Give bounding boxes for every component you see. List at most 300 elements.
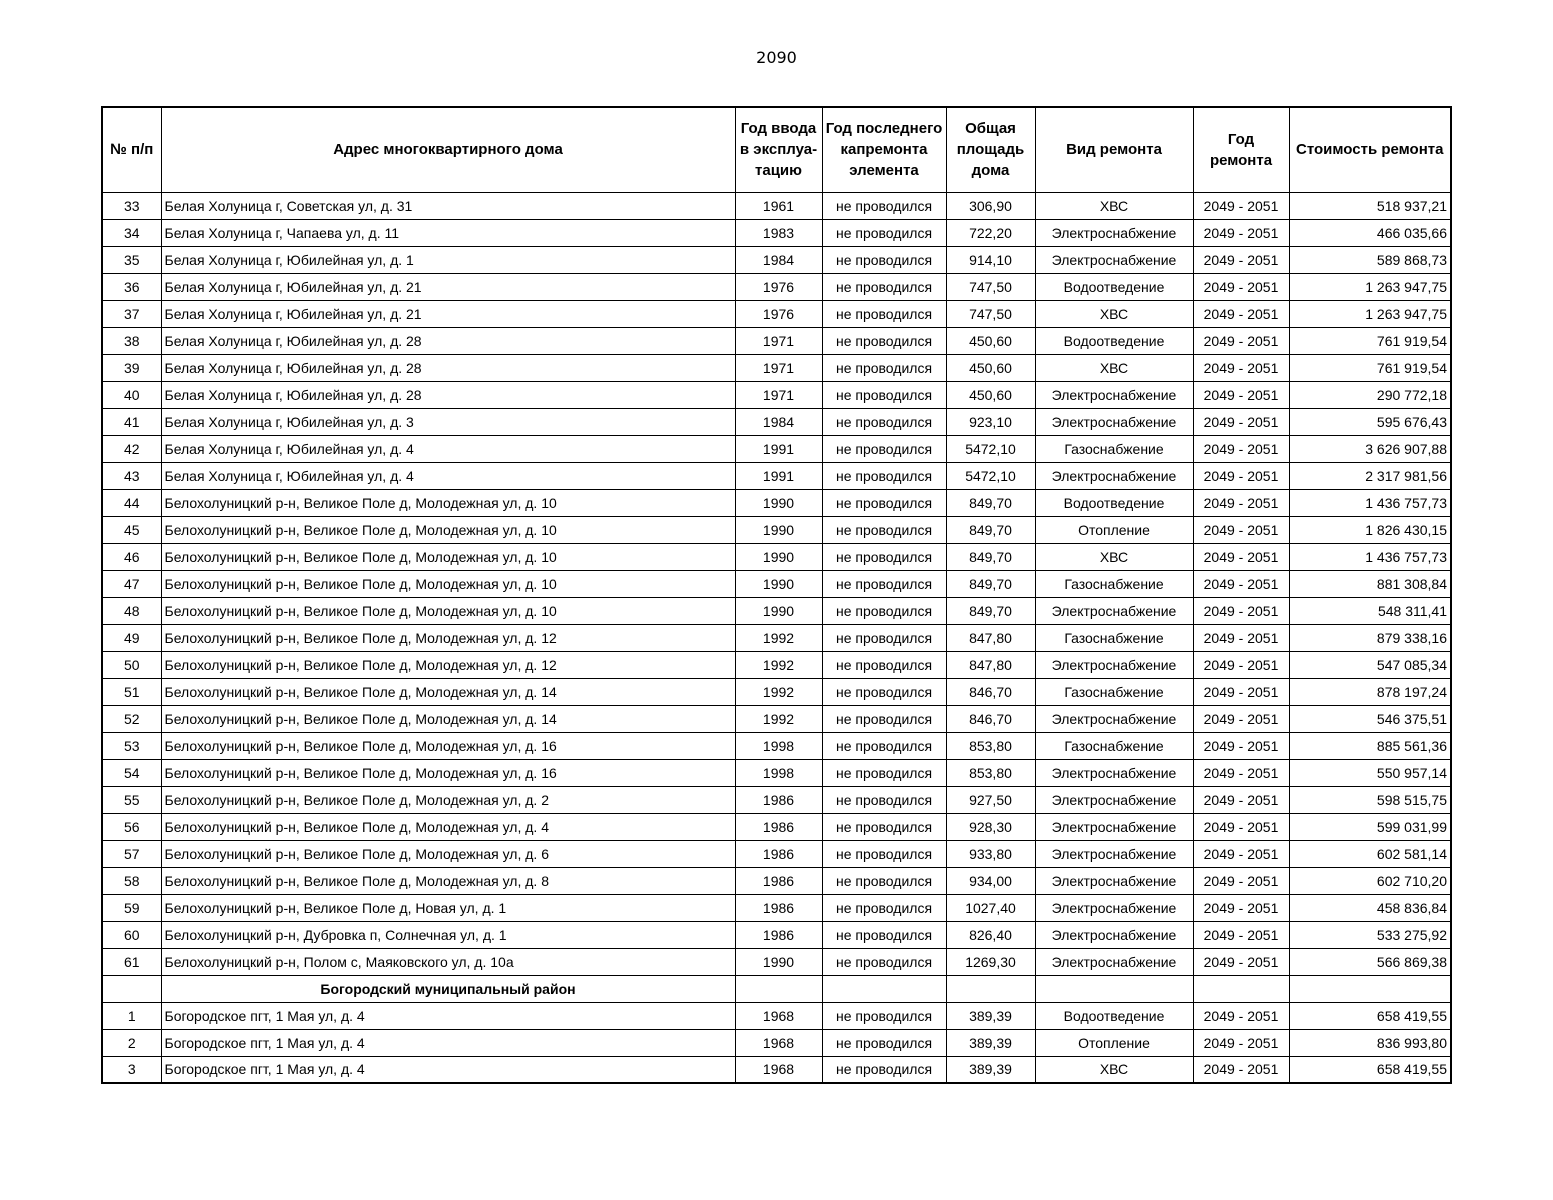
cell-address: Белая Холуница г, Юбилейная ул, д. 4	[161, 435, 735, 462]
cell-repair-type: ХВС	[1035, 300, 1193, 327]
cell-repair-year: 2049 - 2051	[1193, 921, 1289, 948]
table-row	[102, 624, 1451, 651]
table-row	[102, 1056, 1451, 1083]
cell-year-built: 1986	[735, 921, 822, 948]
cell-last-repair: не проводился	[822, 543, 946, 570]
cell-area: 450,60	[946, 381, 1035, 408]
cell-last-repair: не проводился	[822, 570, 946, 597]
cell-cost: 458 836,84	[1289, 894, 1451, 921]
cell-last-repair: не проводился	[822, 435, 946, 462]
cell-repair-type: Газоснабжение	[1035, 435, 1193, 462]
cell-cost: 1 436 757,73	[1289, 543, 1451, 570]
cell-last-repair: не проводился	[822, 786, 946, 813]
cell-repair-type: Водоотведение	[1035, 489, 1193, 516]
cell-address: Белохолуницкий р-н, Дубровка п, Солнечная ул, д. 1	[161, 921, 735, 948]
cell-area: 846,70	[946, 705, 1035, 732]
cell-area: 450,60	[946, 327, 1035, 354]
cell-last-repair: не проводился	[822, 381, 946, 408]
cell-year-built: 1976	[735, 300, 822, 327]
cell-year-built: 1992	[735, 651, 822, 678]
cell-repair-type: Электроснабжение	[1035, 759, 1193, 786]
cell-address: Богородское пгт, 1 Мая ул, д. 4	[161, 1002, 735, 1029]
cell-num: 43	[102, 462, 161, 489]
cell-area: 849,70	[946, 489, 1035, 516]
cell-last-repair: не проводился	[822, 273, 946, 300]
cell-cost	[1289, 975, 1451, 1002]
cell-repair-type: ХВС	[1035, 1056, 1193, 1083]
table-row	[102, 246, 1451, 273]
cell-repair-type: Отопление	[1035, 1029, 1193, 1056]
cell-last-repair: не проводился	[822, 462, 946, 489]
cell-repair-year: 2049 - 2051	[1193, 867, 1289, 894]
cell-area: 847,80	[946, 651, 1035, 678]
cell-last-repair: не проводился	[822, 651, 946, 678]
cell-last-repair: не проводился	[822, 192, 946, 219]
cell-num: 56	[102, 813, 161, 840]
cell-area: 849,70	[946, 516, 1035, 543]
cell-area: 928,30	[946, 813, 1035, 840]
cell-last-repair: не проводился	[822, 246, 946, 273]
cell-last-repair: не проводился	[822, 1002, 946, 1029]
cell-area: 389,39	[946, 1002, 1035, 1029]
cell-area: 306,90	[946, 192, 1035, 219]
cell-year-built: 1992	[735, 678, 822, 705]
cell-address: Белохолуницкий р-н, Великое Поле д, Молодежная ул, д. 10	[161, 489, 735, 516]
cell-repair-type: ХВС	[1035, 543, 1193, 570]
cell-year-built: 1961	[735, 192, 822, 219]
cell-repair-year: 2049 - 2051	[1193, 1029, 1289, 1056]
cell-repair-year: 2049 - 2051	[1193, 651, 1289, 678]
cell-cost: 3 626 907,88	[1289, 435, 1451, 462]
cell-num: 54	[102, 759, 161, 786]
cell-year-built: 1998	[735, 732, 822, 759]
cell-cost: 548 311,41	[1289, 597, 1451, 624]
cell-year-built: 1984	[735, 408, 822, 435]
cell-year-built: 1990	[735, 489, 822, 516]
table-row	[102, 732, 1451, 759]
cell-address: Белохолуницкий р-н, Великое Поле д, Молодежная ул, д. 14	[161, 678, 735, 705]
cell-area: 389,39	[946, 1029, 1035, 1056]
header-area: Общая площадь дома	[946, 107, 1035, 192]
cell-year-built: 1986	[735, 786, 822, 813]
cell-year-built: 1971	[735, 381, 822, 408]
cell-cost: 546 375,51	[1289, 705, 1451, 732]
cell-repair-type: Водоотведение	[1035, 327, 1193, 354]
cell-address: Белая Холуница г, Советская ул, д. 31	[161, 192, 735, 219]
cell-cost: 761 919,54	[1289, 327, 1451, 354]
cell-repair-year: 2049 - 2051	[1193, 327, 1289, 354]
cell-address: Белохолуницкий р-н, Великое Поле д, Молодежная ул, д. 10	[161, 570, 735, 597]
cell-year-built: 1971	[735, 327, 822, 354]
table-row	[102, 678, 1451, 705]
table-row	[102, 327, 1451, 354]
cell-num: 2	[102, 1029, 161, 1056]
table-row	[102, 1002, 1451, 1029]
cell-last-repair: не проводился	[822, 597, 946, 624]
cell-year-built: 1990	[735, 570, 822, 597]
cell-year-built: 1986	[735, 867, 822, 894]
cell-last-repair: не проводился	[822, 705, 946, 732]
cell-year-built: 1983	[735, 219, 822, 246]
cell-num: 61	[102, 948, 161, 975]
cell-cost: 595 676,43	[1289, 408, 1451, 435]
cell-num: 50	[102, 651, 161, 678]
cell-repair-year: 2049 - 2051	[1193, 246, 1289, 273]
cell-num: 35	[102, 246, 161, 273]
table-row	[102, 813, 1451, 840]
cell-last-repair: не проводился	[822, 1029, 946, 1056]
cell-last-repair: не проводился	[822, 840, 946, 867]
cell-cost: 1 263 947,75	[1289, 300, 1451, 327]
cell-area: 914,10	[946, 246, 1035, 273]
cell-address: Белохолуницкий р-н, Великое Поле д, Молодежная ул, д. 4	[161, 813, 735, 840]
cell-num: 36	[102, 273, 161, 300]
table-row	[102, 759, 1451, 786]
cell-num: 39	[102, 354, 161, 381]
cell-repair-year: 2049 - 2051	[1193, 1002, 1289, 1029]
cell-last-repair: не проводился	[822, 624, 946, 651]
cell-cost: 602 710,20	[1289, 867, 1451, 894]
cell-last-repair	[822, 975, 946, 1002]
cell-repair-type: ХВС	[1035, 354, 1193, 381]
cell-address: Белохолуницкий р-н, Великое Поле д, Молодежная ул, д. 16	[161, 759, 735, 786]
cell-repair-type: Водоотведение	[1035, 1002, 1193, 1029]
cell-repair-year	[1193, 975, 1289, 1002]
cell-cost: 566 869,38	[1289, 948, 1451, 975]
cell-repair-type: Газоснабжение	[1035, 732, 1193, 759]
cell-cost: 2 317 981,56	[1289, 462, 1451, 489]
cell-cost: 761 919,54	[1289, 354, 1451, 381]
cell-year-built: 1990	[735, 948, 822, 975]
cell-year-built: 1991	[735, 435, 822, 462]
table-row	[102, 543, 1451, 570]
cell-repair-type: Отопление	[1035, 516, 1193, 543]
cell-repair-type: Электроснабжение	[1035, 462, 1193, 489]
cell-repair-type: Электроснабжение	[1035, 705, 1193, 732]
table-body	[102, 192, 1451, 1083]
table-row	[102, 462, 1451, 489]
table-row	[102, 840, 1451, 867]
header-year-built: Год ввода в эксплуа-тацию	[735, 107, 822, 192]
cell-last-repair: не проводился	[822, 408, 946, 435]
table-row	[102, 705, 1451, 732]
cell-area: 923,10	[946, 408, 1035, 435]
cell-area: 450,60	[946, 354, 1035, 381]
table-row	[102, 894, 1451, 921]
cell-repair-type: Газоснабжение	[1035, 570, 1193, 597]
cell-year-built: 1986	[735, 813, 822, 840]
cell-area: 5472,10	[946, 435, 1035, 462]
cell-repair-year: 2049 - 2051	[1193, 732, 1289, 759]
cell-cost: 466 035,66	[1289, 219, 1451, 246]
header-repair-type: Вид ремонта	[1035, 107, 1193, 192]
table-row	[102, 489, 1451, 516]
cell-address: Белая Холуница г, Юбилейная ул, д. 21	[161, 300, 735, 327]
cell-address: Белохолуницкий р-н, Великое Поле д, Молодежная ул, д. 12	[161, 624, 735, 651]
cell-repair-year: 2049 - 2051	[1193, 354, 1289, 381]
table-row	[102, 921, 1451, 948]
cell-area: 927,50	[946, 786, 1035, 813]
cell-address: Белохолуницкий р-н, Великое Поле д, Молодежная ул, д. 8	[161, 867, 735, 894]
cell-repair-type: Электроснабжение	[1035, 867, 1193, 894]
cell-area: 747,50	[946, 273, 1035, 300]
cell-num: 44	[102, 489, 161, 516]
cell-repair-type: Газоснабжение	[1035, 624, 1193, 651]
cell-repair-year: 2049 - 2051	[1193, 219, 1289, 246]
cell-cost: 599 031,99	[1289, 813, 1451, 840]
cell-repair-type: Газоснабжение	[1035, 678, 1193, 705]
cell-area: 853,80	[946, 759, 1035, 786]
cell-repair-year: 2049 - 2051	[1193, 840, 1289, 867]
cell-area: 846,70	[946, 678, 1035, 705]
cell-repair-year: 2049 - 2051	[1193, 570, 1289, 597]
table-row	[102, 192, 1451, 219]
cell-last-repair: не проводился	[822, 813, 946, 840]
section-row	[102, 975, 1451, 1002]
cell-address: Белохолуницкий р-н, Великое Поле д, Молодежная ул, д. 10	[161, 543, 735, 570]
cell-year-built: 1971	[735, 354, 822, 381]
cell-num: 3	[102, 1056, 161, 1083]
cell-num: 46	[102, 543, 161, 570]
cell-address: Богородское пгт, 1 Мая ул, д. 4	[161, 1029, 735, 1056]
cell-cost: 550 957,14	[1289, 759, 1451, 786]
cell-num: 58	[102, 867, 161, 894]
table-row	[102, 516, 1451, 543]
cell-year-built: 1968	[735, 1056, 822, 1083]
cell-repair-year: 2049 - 2051	[1193, 408, 1289, 435]
cell-repair-type: ХВС	[1035, 192, 1193, 219]
cell-repair-year: 2049 - 2051	[1193, 678, 1289, 705]
table-row	[102, 408, 1451, 435]
cell-address: Белохолуницкий р-н, Великое Поле д, Молодежная ул, д. 16	[161, 732, 735, 759]
cell-repair-year: 2049 - 2051	[1193, 300, 1289, 327]
cell-repair-year: 2049 - 2051	[1193, 381, 1289, 408]
cell-year-built: 1992	[735, 705, 822, 732]
table-row	[102, 435, 1451, 462]
table-row	[102, 354, 1451, 381]
repair-table	[101, 106, 1452, 1084]
table-row	[102, 300, 1451, 327]
cell-year-built: 1991	[735, 462, 822, 489]
cell-repair-type: Электроснабжение	[1035, 246, 1193, 273]
cell-area: 849,70	[946, 597, 1035, 624]
cell-cost: 1 436 757,73	[1289, 489, 1451, 516]
cell-cost: 1 826 430,15	[1289, 516, 1451, 543]
cell-area: 849,70	[946, 570, 1035, 597]
cell-cost: 1 263 947,75	[1289, 273, 1451, 300]
cell-repair-type: Электроснабжение	[1035, 840, 1193, 867]
cell-area: 5472,10	[946, 462, 1035, 489]
cell-last-repair: не проводился	[822, 219, 946, 246]
cell-address: Белая Холуница г, Юбилейная ул, д. 28	[161, 381, 735, 408]
cell-address: Белохолуницкий р-н, Великое Поле д, Молодежная ул, д. 12	[161, 651, 735, 678]
cell-area: 826,40	[946, 921, 1035, 948]
cell-address: Белохолуницкий р-н, Великое Поле д, Молодежная ул, д. 2	[161, 786, 735, 813]
cell-cost: 658 419,55	[1289, 1056, 1451, 1083]
cell-last-repair: не проводился	[822, 894, 946, 921]
cell-num: 41	[102, 408, 161, 435]
table-row	[102, 219, 1451, 246]
cell-repair-year: 2049 - 2051	[1193, 543, 1289, 570]
cell-repair-year: 2049 - 2051	[1193, 462, 1289, 489]
cell-repair-year: 2049 - 2051	[1193, 624, 1289, 651]
cell-year-built: 1992	[735, 624, 822, 651]
cell-cost: 879 338,16	[1289, 624, 1451, 651]
cell-num: 47	[102, 570, 161, 597]
cell-repair-type	[1035, 975, 1193, 1002]
cell-year-built: 1968	[735, 1029, 822, 1056]
cell-year-built: 1990	[735, 597, 822, 624]
cell-cost: 885 561,36	[1289, 732, 1451, 759]
cell-num: 59	[102, 894, 161, 921]
cell-address: Белая Холуница г, Юбилейная ул, д. 28	[161, 354, 735, 381]
cell-area	[946, 975, 1035, 1002]
cell-year-built: 1986	[735, 840, 822, 867]
cell-area: 853,80	[946, 732, 1035, 759]
cell-address: Белая Холуница г, Юбилейная ул, д. 21	[161, 273, 735, 300]
cell-year-built: 1968	[735, 1002, 822, 1029]
cell-num: 60	[102, 921, 161, 948]
cell-repair-year: 2049 - 2051	[1193, 435, 1289, 462]
cell-area: 389,39	[946, 1056, 1035, 1083]
cell-cost: 290 772,18	[1289, 381, 1451, 408]
cell-repair-year: 2049 - 2051	[1193, 597, 1289, 624]
cell-address: Белохолуницкий р-н, Великое Поле д, Новая ул, д. 1	[161, 894, 735, 921]
cell-last-repair: не проводился	[822, 1056, 946, 1083]
header-cost: Стоимость ремонта	[1289, 107, 1451, 192]
cell-repair-type: Электроснабжение	[1035, 921, 1193, 948]
header-address: Адрес многоквартирного дома	[161, 107, 735, 192]
cell-cost: 547 085,34	[1289, 651, 1451, 678]
cell-last-repair: не проводился	[822, 678, 946, 705]
cell-repair-type: Электроснабжение	[1035, 381, 1193, 408]
cell-area: 722,20	[946, 219, 1035, 246]
cell-repair-year: 2049 - 2051	[1193, 1056, 1289, 1083]
header-last-repair: Год последнего капремонта элемента	[822, 107, 946, 192]
cell-cost: 602 581,14	[1289, 840, 1451, 867]
table-row	[102, 597, 1451, 624]
cell-last-repair: не проводился	[822, 948, 946, 975]
cell-num: 42	[102, 435, 161, 462]
cell-repair-year: 2049 - 2051	[1193, 786, 1289, 813]
cell-num: 34	[102, 219, 161, 246]
table-row	[102, 381, 1451, 408]
cell-area: 934,00	[946, 867, 1035, 894]
cell-area: 933,80	[946, 840, 1035, 867]
cell-repair-type: Электроснабжение	[1035, 219, 1193, 246]
cell-repair-type: Электроснабжение	[1035, 651, 1193, 678]
table-row	[102, 867, 1451, 894]
cell-address: Белая Холуница г, Юбилейная ул, д. 4	[161, 462, 735, 489]
cell-address: Белая Холуница г, Чапаева ул, д. 11	[161, 219, 735, 246]
table-row	[102, 948, 1451, 975]
cell-repair-type: Электроснабжение	[1035, 408, 1193, 435]
cell-repair-year: 2049 - 2051	[1193, 516, 1289, 543]
cell-area: 847,80	[946, 624, 1035, 651]
cell-cost: 658 419,55	[1289, 1002, 1451, 1029]
cell-cost: 533 275,92	[1289, 921, 1451, 948]
cell-last-repair: не проводился	[822, 327, 946, 354]
cell-address: Белохолуницкий р-н, Полом с, Маяковского ул, д. 10а	[161, 948, 735, 975]
cell-area: 1027,40	[946, 894, 1035, 921]
cell-year-built	[735, 975, 822, 1002]
table-row	[102, 786, 1451, 813]
cell-year-built: 1976	[735, 273, 822, 300]
page-number: 2090	[756, 48, 797, 67]
cell-cost: 598 515,75	[1289, 786, 1451, 813]
cell-num: 49	[102, 624, 161, 651]
cell-cost: 589 868,73	[1289, 246, 1451, 273]
cell-address: Богородское пгт, 1 Мая ул, д. 4	[161, 1056, 735, 1083]
cell-address: Белая Холуница г, Юбилейная ул, д. 28	[161, 327, 735, 354]
cell-num: 57	[102, 840, 161, 867]
cell-repair-type: Электроснабжение	[1035, 597, 1193, 624]
cell-last-repair: не проводился	[822, 516, 946, 543]
cell-cost: 518 937,21	[1289, 192, 1451, 219]
cell-num: 45	[102, 516, 161, 543]
cell-repair-year: 2049 - 2051	[1193, 192, 1289, 219]
cell-repair-year: 2049 - 2051	[1193, 489, 1289, 516]
cell-area: 849,70	[946, 543, 1035, 570]
cell-address: Белохолуницкий р-н, Великое Поле д, Молодежная ул, д. 10	[161, 597, 735, 624]
header-repair-year: Год ремонта	[1193, 107, 1289, 192]
header-num: № п/п	[102, 107, 161, 192]
cell-year-built: 1986	[735, 894, 822, 921]
cell-last-repair: не проводился	[822, 300, 946, 327]
cell-address: Белая Холуница г, Юбилейная ул, д. 1	[161, 246, 735, 273]
cell-repair-type: Электроснабжение	[1035, 894, 1193, 921]
cell-repair-type: Электроснабжение	[1035, 786, 1193, 813]
table-row	[102, 1029, 1451, 1056]
cell-repair-type: Электроснабжение	[1035, 948, 1193, 975]
cell-num: 53	[102, 732, 161, 759]
cell-repair-year: 2049 - 2051	[1193, 813, 1289, 840]
cell-num: 40	[102, 381, 161, 408]
cell-year-built: 1990	[735, 543, 822, 570]
cell-area: 747,50	[946, 300, 1035, 327]
cell-last-repair: не проводился	[822, 867, 946, 894]
cell-repair-year: 2049 - 2051	[1193, 948, 1289, 975]
cell-repair-type: Водоотведение	[1035, 273, 1193, 300]
cell-last-repair: не проводился	[822, 759, 946, 786]
cell-year-built: 1990	[735, 516, 822, 543]
cell-num: 37	[102, 300, 161, 327]
cell-address: Белая Холуница г, Юбилейная ул, д. 3	[161, 408, 735, 435]
header-row	[102, 107, 1451, 192]
cell-cost: 881 308,84	[1289, 570, 1451, 597]
cell-last-repair: не проводился	[822, 732, 946, 759]
cell-last-repair: не проводился	[822, 489, 946, 516]
cell-repair-year: 2049 - 2051	[1193, 705, 1289, 732]
cell-year-built: 1984	[735, 246, 822, 273]
section-title: Богородский муниципальный район	[161, 975, 735, 1002]
cell-num: 38	[102, 327, 161, 354]
cell-address: Белохолуницкий р-н, Великое Поле д, Молодежная ул, д. 14	[161, 705, 735, 732]
cell-area: 1269,30	[946, 948, 1035, 975]
cell-repair-year: 2049 - 2051	[1193, 273, 1289, 300]
cell-num: 52	[102, 705, 161, 732]
cell-repair-year: 2049 - 2051	[1193, 759, 1289, 786]
table-row	[102, 651, 1451, 678]
cell-repair-year: 2049 - 2051	[1193, 894, 1289, 921]
cell-address: Белохолуницкий р-н, Великое Поле д, Молодежная ул, д. 10	[161, 516, 735, 543]
cell-num	[102, 975, 161, 1002]
cell-cost: 878 197,24	[1289, 678, 1451, 705]
cell-year-built: 1998	[735, 759, 822, 786]
cell-num: 55	[102, 786, 161, 813]
cell-repair-type: Электроснабжение	[1035, 813, 1193, 840]
cell-num: 48	[102, 597, 161, 624]
